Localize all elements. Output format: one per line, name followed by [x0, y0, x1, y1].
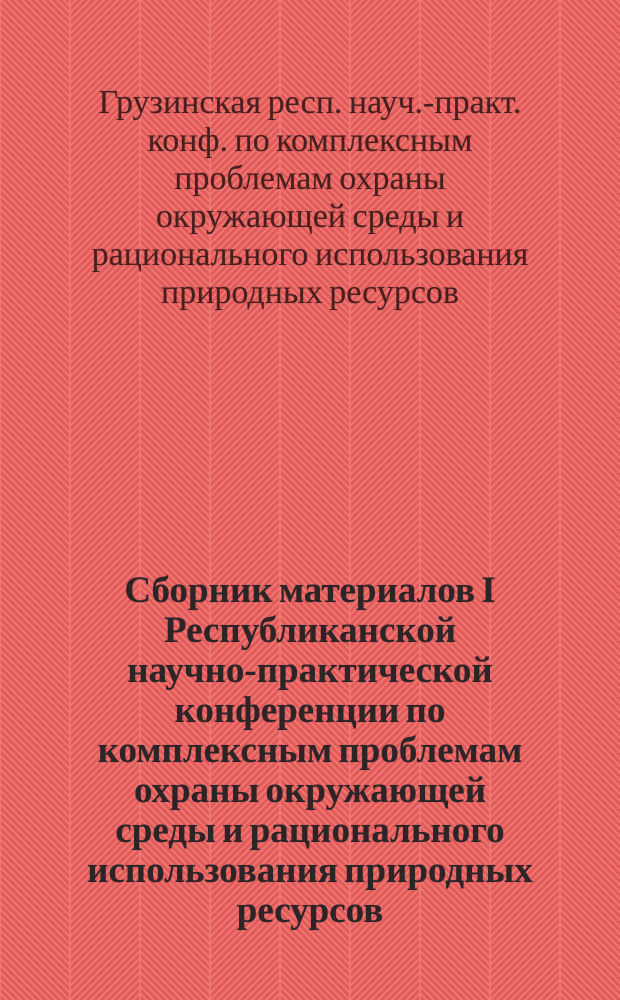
book-title-line: научно-практической	[127, 650, 493, 691]
conference-name-line: проблемам охраны	[174, 160, 446, 197]
conference-name-line: конф. по комплексным	[147, 122, 473, 159]
book-title-line: Сборник материалов I	[124, 570, 496, 611]
conference-name-line: природных ресурсов	[161, 274, 459, 311]
book-title-line: ресурсов	[236, 890, 384, 931]
book-title-line: среды и рационального	[115, 810, 505, 851]
book-title-line: Республиканской	[163, 610, 457, 651]
book-title-line: использования природных	[87, 850, 533, 891]
conference-name-line: Грузинская респ. науч.-практ.	[98, 84, 522, 121]
book-title-line: охраны окружающей	[133, 770, 487, 811]
conference-name-line: окружающей среды и	[155, 198, 465, 235]
book-title	[0, 571, 620, 931]
book-title-line: комплексным проблемам	[97, 730, 523, 771]
conference-name	[0, 84, 620, 312]
book-title-line: конференции по	[174, 690, 446, 731]
conference-name-line: рационального использования	[91, 236, 529, 273]
